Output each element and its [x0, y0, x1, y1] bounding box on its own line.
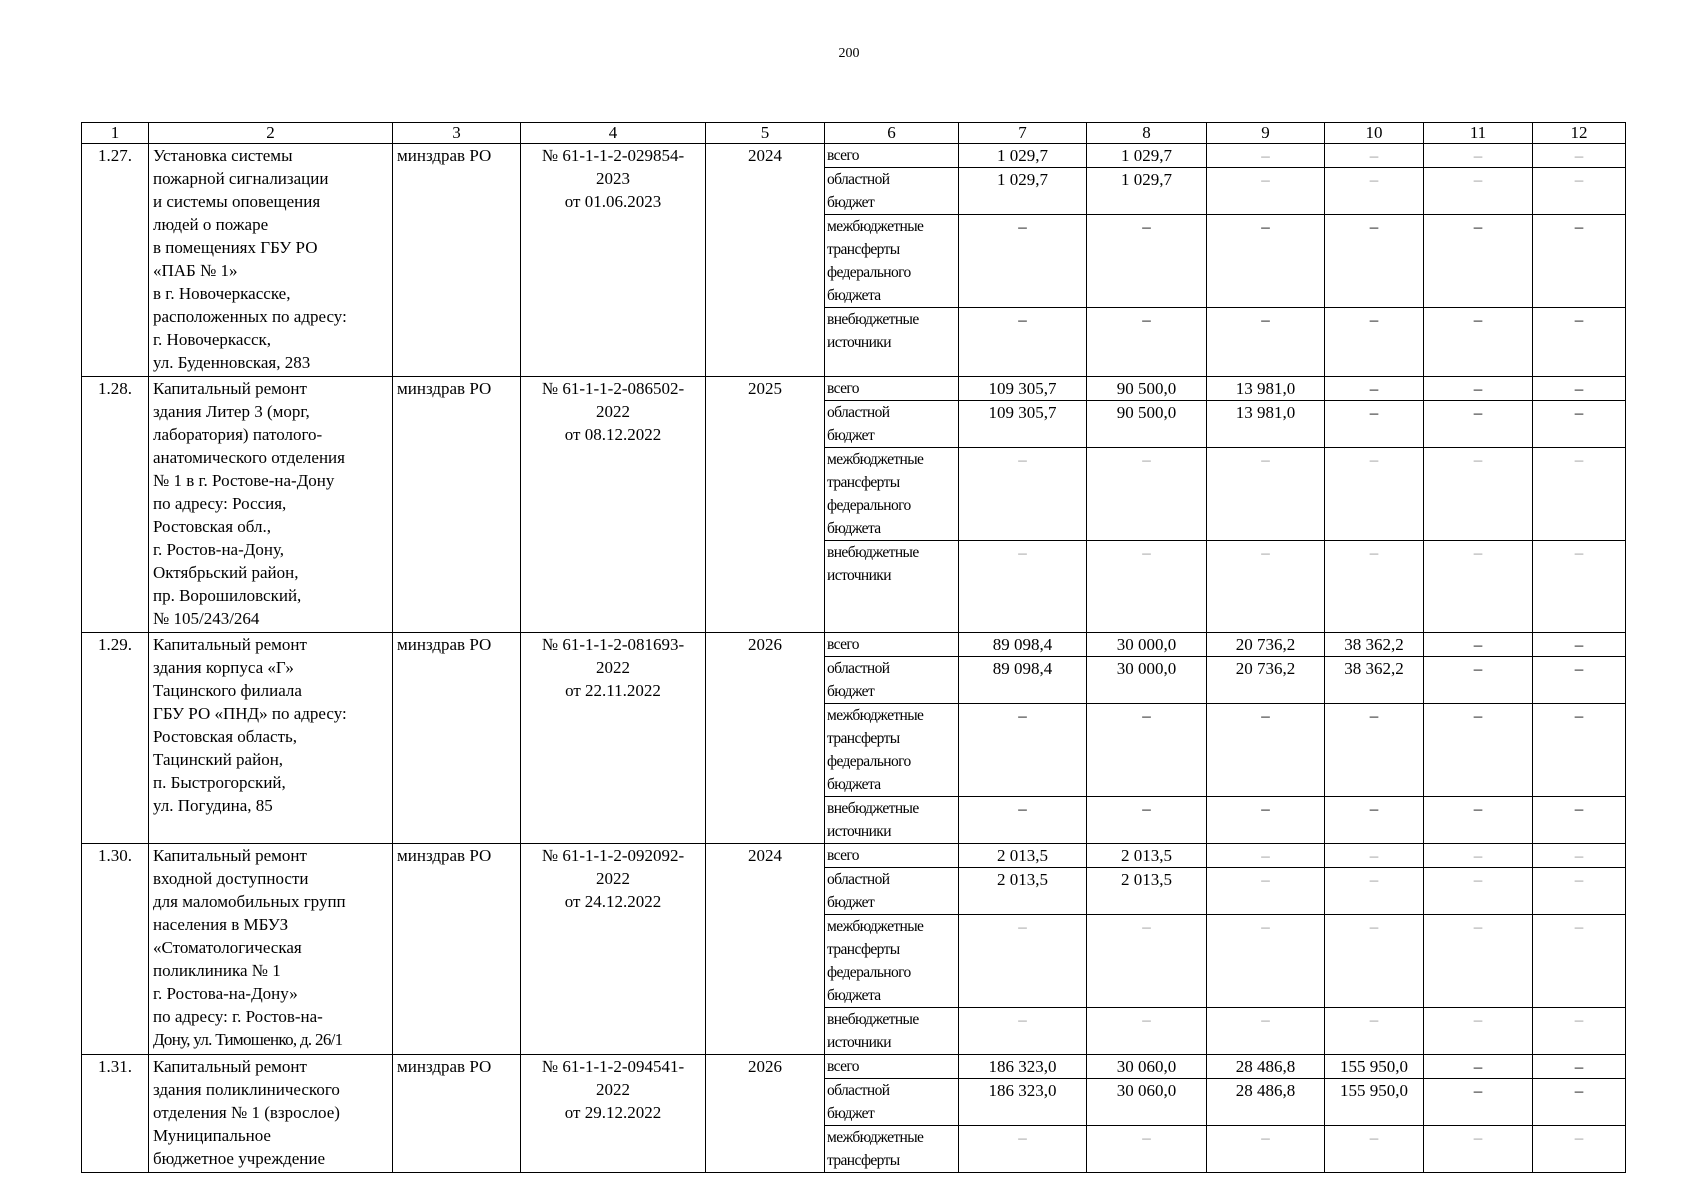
document-line: от 22.11.2022 — [565, 681, 661, 700]
amount-cell: 1 029,7 — [959, 168, 1087, 215]
amount-cell: – — [1533, 633, 1626, 657]
funding-source — [825, 541, 959, 633]
amount-cell: – — [1207, 1008, 1325, 1055]
object-name-line: в г. Новочеркасске, — [153, 284, 291, 303]
object-name-line: Капитальный ремонт — [153, 379, 307, 398]
amount-cell: 20 736,2 — [1207, 657, 1325, 704]
funding-source — [825, 633, 959, 657]
amount-cell: – — [1087, 797, 1207, 844]
agency: минздрав РО — [393, 633, 521, 844]
amount-cell: – — [1087, 215, 1207, 308]
amount-cell: 1 029,7 — [1087, 168, 1207, 215]
object-name-line: по адресу: Россия, — [153, 494, 287, 513]
funding-source-line: областной — [827, 660, 890, 677]
document-line: № 61-1-1-2-092092- — [541, 846, 685, 865]
funding-source-line: межбюджетные — [827, 707, 924, 724]
amount-cell: – — [1325, 144, 1424, 168]
funding-source-line: источники — [827, 1034, 891, 1051]
col-header-9: 9 — [1207, 123, 1325, 144]
amount-cell: – — [1207, 704, 1325, 797]
object-name — [149, 844, 393, 1055]
funding-source — [825, 168, 959, 215]
amount-cell: 30 000,0 — [1087, 657, 1207, 704]
amount-cell: – — [1424, 915, 1533, 1008]
col-header-8: 8 — [1087, 123, 1207, 144]
object-name-line: г. Ростова-на-Дону» — [153, 984, 298, 1003]
item-number: 1.29. — [82, 633, 149, 844]
object-name — [149, 377, 393, 633]
funding-source — [825, 657, 959, 704]
document-number — [521, 144, 706, 377]
item-number: 1.31. — [82, 1055, 149, 1173]
funding-source-line: источники — [827, 823, 891, 840]
object-name-line: г. Новочеркасск, — [153, 330, 272, 349]
amount-cell: 109 305,7 — [959, 401, 1087, 448]
amount-cell: 30 000,0 — [1087, 633, 1207, 657]
funding-source-line: трансферты — [827, 241, 900, 258]
amount-cell: 38 362,2 — [1325, 657, 1424, 704]
completion-year: 2026 — [706, 633, 825, 844]
amount-cell: – — [1325, 1126, 1424, 1173]
object-name-line: отделения № 1 (взрослое) — [153, 1103, 340, 1122]
amount-cell: – — [1207, 1126, 1325, 1173]
col-header-3: 3 — [393, 123, 521, 144]
amount-cell: – — [1207, 308, 1325, 377]
amount-cell: – — [1533, 797, 1626, 844]
amount-cell: 90 500,0 — [1087, 401, 1207, 448]
document-line: от 29.12.2022 — [564, 1103, 662, 1122]
funding-source — [825, 1008, 959, 1055]
amount-cell: – — [1207, 915, 1325, 1008]
object-name-line: анатомического отделения — [153, 448, 345, 467]
amount-cell: – — [1424, 1126, 1533, 1173]
amount-cell: – — [1325, 868, 1424, 915]
amount-cell: 186 323,0 — [959, 1055, 1087, 1079]
object-name-line: № 1 в г. Ростове-на-Дону — [153, 471, 335, 490]
agency: минздрав РО — [393, 144, 521, 377]
funding-source-line: всего — [827, 380, 859, 397]
amount-cell: – — [1207, 144, 1325, 168]
funding-source-line: федерального — [827, 753, 911, 770]
object-name-line: населения в МБУЗ — [153, 915, 289, 934]
funding-source — [825, 868, 959, 915]
amount-cell: – — [1087, 915, 1207, 1008]
amount-cell: 90 500,0 — [1087, 377, 1207, 401]
amount-cell: – — [1325, 704, 1424, 797]
amount-cell: – — [1533, 1126, 1626, 1173]
amount-cell: 13 981,0 — [1207, 401, 1325, 448]
amount-cell: – — [1325, 844, 1424, 868]
funding-source — [825, 1126, 959, 1173]
amount-cell: – — [1325, 401, 1424, 448]
object-name-line: входной доступности — [153, 869, 309, 888]
col-header-11: 11 — [1424, 123, 1533, 144]
document-number — [521, 1055, 706, 1173]
amount-cell: – — [1533, 401, 1626, 448]
funding-source-line: бюджет — [827, 894, 875, 911]
funding-source-line: трансферты — [827, 1152, 900, 1169]
funding-source-line: областной — [827, 404, 890, 421]
object-name-line: ГБУ РО «ПНД» по адресу: — [153, 704, 347, 723]
amount-cell: – — [959, 541, 1087, 633]
object-name-line: п. Быстрогорский, — [153, 773, 286, 792]
col-header-7: 7 — [959, 123, 1087, 144]
completion-year: 2024 — [706, 144, 825, 377]
object-name-line: Капитальный ремонт — [153, 846, 307, 865]
funding-source-line: областной — [827, 871, 890, 888]
col-header-4: 4 — [521, 123, 706, 144]
funding-source — [825, 1055, 959, 1079]
funding-source-line: межбюджетные — [827, 451, 924, 468]
amount-cell: – — [1087, 1008, 1207, 1055]
amount-cell: – — [1533, 1055, 1626, 1079]
amount-cell: – — [1424, 704, 1533, 797]
amount-cell: – — [1533, 144, 1626, 168]
object-name-line: по адресу: г. Ростов-на- — [153, 1007, 323, 1026]
amount-cell: 2 013,5 — [959, 844, 1087, 868]
funding-source-line: источники — [827, 567, 891, 584]
document-line: 2023 — [596, 169, 630, 188]
amount-cell: – — [1533, 448, 1626, 541]
amount-cell: – — [959, 704, 1087, 797]
document-number — [521, 377, 706, 633]
amount-cell: – — [1207, 448, 1325, 541]
funding-source-line: всего — [827, 847, 859, 864]
amount-cell: – — [1325, 541, 1424, 633]
funding-source — [825, 377, 959, 401]
object-name-line: Октябрьский район, — [153, 563, 299, 582]
amount-cell: – — [959, 1008, 1087, 1055]
table-row — [82, 377, 1626, 401]
funding-source-line: всего — [827, 636, 859, 653]
object-name-line: лаборатория) патолого- — [153, 425, 323, 444]
funding-source — [825, 844, 959, 868]
object-name-line: бюджетное учреждение — [153, 1149, 326, 1168]
object-name-line: и системы оповещения — [153, 192, 321, 211]
amount-cell: – — [1533, 1008, 1626, 1055]
amount-cell: – — [1533, 868, 1626, 915]
funding-source-line: источники — [827, 334, 891, 351]
table-row — [82, 633, 1626, 657]
amount-cell: – — [1533, 1079, 1626, 1126]
amount-cell: – — [959, 915, 1087, 1008]
amount-cell: – — [1325, 797, 1424, 844]
object-name-line: Тацинский район, — [153, 750, 284, 769]
table-row — [82, 844, 1626, 868]
amount-cell: – — [1207, 215, 1325, 308]
amount-cell: – — [1424, 144, 1533, 168]
amount-cell: 28 486,8 — [1207, 1079, 1325, 1126]
object-name-line: Муниципальное — [153, 1126, 271, 1145]
amount-cell: – — [1424, 168, 1533, 215]
object-name-line: Установка системы — [153, 146, 293, 165]
amount-cell: – — [1533, 215, 1626, 308]
funding-source-line: межбюджетные — [827, 218, 924, 235]
amount-cell: – — [959, 215, 1087, 308]
col-header-12: 12 — [1533, 123, 1626, 144]
object-name-line: Дону, ул. Тимошенко, д. 26/1 — [153, 1030, 343, 1049]
object-name-line: здания Литер 3 (морг, — [153, 402, 310, 421]
object-name-line: Тацинского филиала — [153, 681, 302, 700]
amount-cell: 30 060,0 — [1087, 1055, 1207, 1079]
funding-source-line: бюджет — [827, 1105, 875, 1122]
object-name-line: «Стоматологическая — [153, 938, 302, 957]
amount-cell: – — [1424, 377, 1533, 401]
funding-source-line: всего — [827, 147, 859, 164]
col-header-6: 6 — [825, 123, 959, 144]
funding-source-line: бюджета — [827, 987, 881, 1004]
amount-cell: – — [1533, 168, 1626, 215]
amount-cell: – — [1325, 448, 1424, 541]
amount-cell: – — [1424, 1055, 1533, 1079]
funding-source — [825, 1079, 959, 1126]
funding-source-line: внебюджетные — [827, 800, 919, 817]
funding-source-line: внебюджетные — [827, 1011, 919, 1028]
funding-source-line: трансферты — [827, 730, 900, 747]
object-name-line: здания корпуса «Г» — [153, 658, 294, 677]
amount-cell: – — [1325, 168, 1424, 215]
document-line: № 61-1-1-2-029854- — [541, 146, 685, 165]
funding-source-line: областной — [827, 1082, 890, 1099]
amount-cell: – — [1087, 704, 1207, 797]
amount-cell: – — [1424, 448, 1533, 541]
object-name-line: ул. Погудина, 85 — [153, 796, 273, 815]
col-header-5: 5 — [706, 123, 825, 144]
amount-cell: 38 362,2 — [1325, 633, 1424, 657]
page-number: 200 — [838, 46, 860, 61]
funding-source-line: всего — [827, 1058, 859, 1075]
amount-cell: – — [959, 797, 1087, 844]
amount-cell: 155 950,0 — [1325, 1079, 1424, 1126]
amount-cell: – — [1207, 868, 1325, 915]
document-number — [521, 633, 706, 844]
object-name-line: пожарной сигнализации — [153, 169, 329, 188]
object-name-line: г. Ростов-на-Дону, — [153, 540, 284, 559]
object-name-line: для маломобильных групп — [153, 892, 346, 911]
document-line: от 01.06.2023 — [564, 192, 662, 211]
col-header-10: 10 — [1325, 123, 1424, 144]
amount-cell: – — [1325, 377, 1424, 401]
amount-cell: – — [1207, 541, 1325, 633]
amount-cell: 13 981,0 — [1207, 377, 1325, 401]
amount-cell: – — [1207, 168, 1325, 215]
amount-cell: – — [1087, 448, 1207, 541]
amount-cell: – — [1087, 1126, 1207, 1173]
object-name — [149, 144, 393, 377]
amount-cell: 28 486,8 — [1207, 1055, 1325, 1079]
object-name — [149, 633, 393, 844]
document-line: от 24.12.2022 — [564, 892, 662, 911]
object-name-line: ул. Буденновская, 283 — [153, 353, 311, 372]
document-line: № 61-1-1-2-094541- — [541, 1057, 685, 1076]
amount-cell: – — [1533, 308, 1626, 377]
amount-cell: – — [959, 1126, 1087, 1173]
funding-source — [825, 704, 959, 797]
funding-source-line: федерального — [827, 497, 911, 514]
completion-year: 2025 — [706, 377, 825, 633]
completion-year: 2026 — [706, 1055, 825, 1173]
funding-source-line: бюджета — [827, 287, 881, 304]
amount-cell: – — [1087, 541, 1207, 633]
amount-cell: 89 098,4 — [959, 657, 1087, 704]
document-line: 2022 — [596, 869, 630, 888]
document-number — [521, 844, 706, 1055]
amount-cell: – — [1325, 1008, 1424, 1055]
amount-cell: – — [1533, 844, 1626, 868]
amount-cell: – — [959, 448, 1087, 541]
object-name-line: № 105/243/264 — [153, 609, 260, 628]
object-name-line: расположенных по адресу: — [153, 307, 347, 326]
object-name-line: в помещениях ГБУ РО — [153, 238, 318, 257]
document-line: 2022 — [596, 658, 630, 677]
document-line: 2022 — [596, 1080, 630, 1099]
amount-cell: 20 736,2 — [1207, 633, 1325, 657]
item-number: 1.27. — [82, 144, 149, 377]
funding-table — [81, 122, 1626, 1173]
object-name-line: Ростовская обл., — [153, 517, 272, 536]
amount-cell: – — [1207, 844, 1325, 868]
amount-cell: – — [959, 308, 1087, 377]
amount-cell: 1 029,7 — [1087, 144, 1207, 168]
amount-cell: – — [1087, 308, 1207, 377]
funding-source-line: внебюджетные — [827, 311, 919, 328]
amount-cell: 1 029,7 — [959, 144, 1087, 168]
funding-source-line: межбюджетные — [827, 918, 924, 935]
funding-source — [825, 401, 959, 448]
object-name-line: Капитальный ремонт — [153, 1057, 307, 1076]
amount-cell: – — [1533, 704, 1626, 797]
object-name-line: пр. Ворошиловский, — [153, 586, 302, 605]
amount-cell: – — [1424, 541, 1533, 633]
document-line: от 08.12.2022 — [564, 425, 662, 444]
amount-cell: – — [1533, 541, 1626, 633]
amount-cell: – — [1424, 1079, 1533, 1126]
agency: минздрав РО — [393, 844, 521, 1055]
document-line: 2022 — [596, 402, 630, 421]
object-name-line: Капитальный ремонт — [153, 635, 307, 654]
amount-cell: – — [1424, 797, 1533, 844]
funding-source-line: бюджет — [827, 683, 875, 700]
funding-source-line: федерального — [827, 264, 911, 281]
table-body — [82, 123, 1626, 1173]
item-number: 1.28. — [82, 377, 149, 633]
funding-source — [825, 308, 959, 377]
agency: минздрав РО — [393, 1055, 521, 1173]
funding-source — [825, 915, 959, 1008]
amount-cell: – — [1325, 915, 1424, 1008]
amount-cell: – — [1424, 401, 1533, 448]
table-row — [82, 144, 1626, 168]
amount-cell: 155 950,0 — [1325, 1055, 1424, 1079]
amount-cell: 109 305,7 — [959, 377, 1087, 401]
header-row — [82, 123, 1626, 144]
document-line: № 61-1-1-2-081693- — [541, 635, 685, 654]
amount-cell: – — [1424, 308, 1533, 377]
funding-source — [825, 144, 959, 168]
amount-cell: 2 013,5 — [1087, 868, 1207, 915]
funding-source — [825, 797, 959, 844]
object-name-line: Ростовская область, — [153, 727, 298, 746]
amount-cell: – — [1424, 657, 1533, 704]
amount-cell: 2 013,5 — [959, 868, 1087, 915]
funding-source-line: трансферты — [827, 474, 900, 491]
amount-cell: – — [1533, 915, 1626, 1008]
item-number: 1.30. — [82, 844, 149, 1055]
amount-cell: – — [1533, 377, 1626, 401]
amount-cell: 89 098,4 — [959, 633, 1087, 657]
amount-cell: 186 323,0 — [959, 1079, 1087, 1126]
table-row — [82, 1055, 1626, 1079]
funding-source-line: бюджет — [827, 194, 875, 211]
col-header-1: 1 — [82, 123, 149, 144]
amount-cell: – — [1424, 844, 1533, 868]
amount-cell: 2 013,5 — [1087, 844, 1207, 868]
object-name — [149, 1055, 393, 1173]
funding-source-line: межбюджетные — [827, 1129, 924, 1146]
funding-source-line: бюджета — [827, 776, 881, 793]
funding-source — [825, 215, 959, 308]
amount-cell: – — [1325, 215, 1424, 308]
amount-cell: – — [1533, 657, 1626, 704]
amount-cell: – — [1424, 215, 1533, 308]
funding-source-line: федерального — [827, 964, 911, 981]
amount-cell: – — [1424, 1008, 1533, 1055]
amount-cell: – — [1325, 308, 1424, 377]
funding-source-line: внебюджетные — [827, 544, 919, 561]
amount-cell: – — [1424, 868, 1533, 915]
amount-cell: – — [1207, 797, 1325, 844]
amount-cell: 30 060,0 — [1087, 1079, 1207, 1126]
agency: минздрав РО — [393, 377, 521, 633]
funding-source-line: областной — [827, 171, 890, 188]
funding-source — [825, 448, 959, 541]
amount-cell: – — [1424, 633, 1533, 657]
completion-year: 2024 — [706, 844, 825, 1055]
object-name-line: здания поликлинического — [153, 1080, 340, 1099]
object-name-line: людей о пожаре — [153, 215, 269, 234]
col-header-2: 2 — [149, 123, 393, 144]
funding-source-line: бюджета — [827, 520, 881, 537]
object-name-line: поликлиника № 1 — [153, 961, 281, 980]
funding-source-line: бюджет — [827, 427, 875, 444]
funding-source-line: трансферты — [827, 941, 900, 958]
document-line: № 61-1-1-2-086502- — [541, 379, 685, 398]
object-name-line: «ПАБ № 1» — [153, 261, 238, 280]
